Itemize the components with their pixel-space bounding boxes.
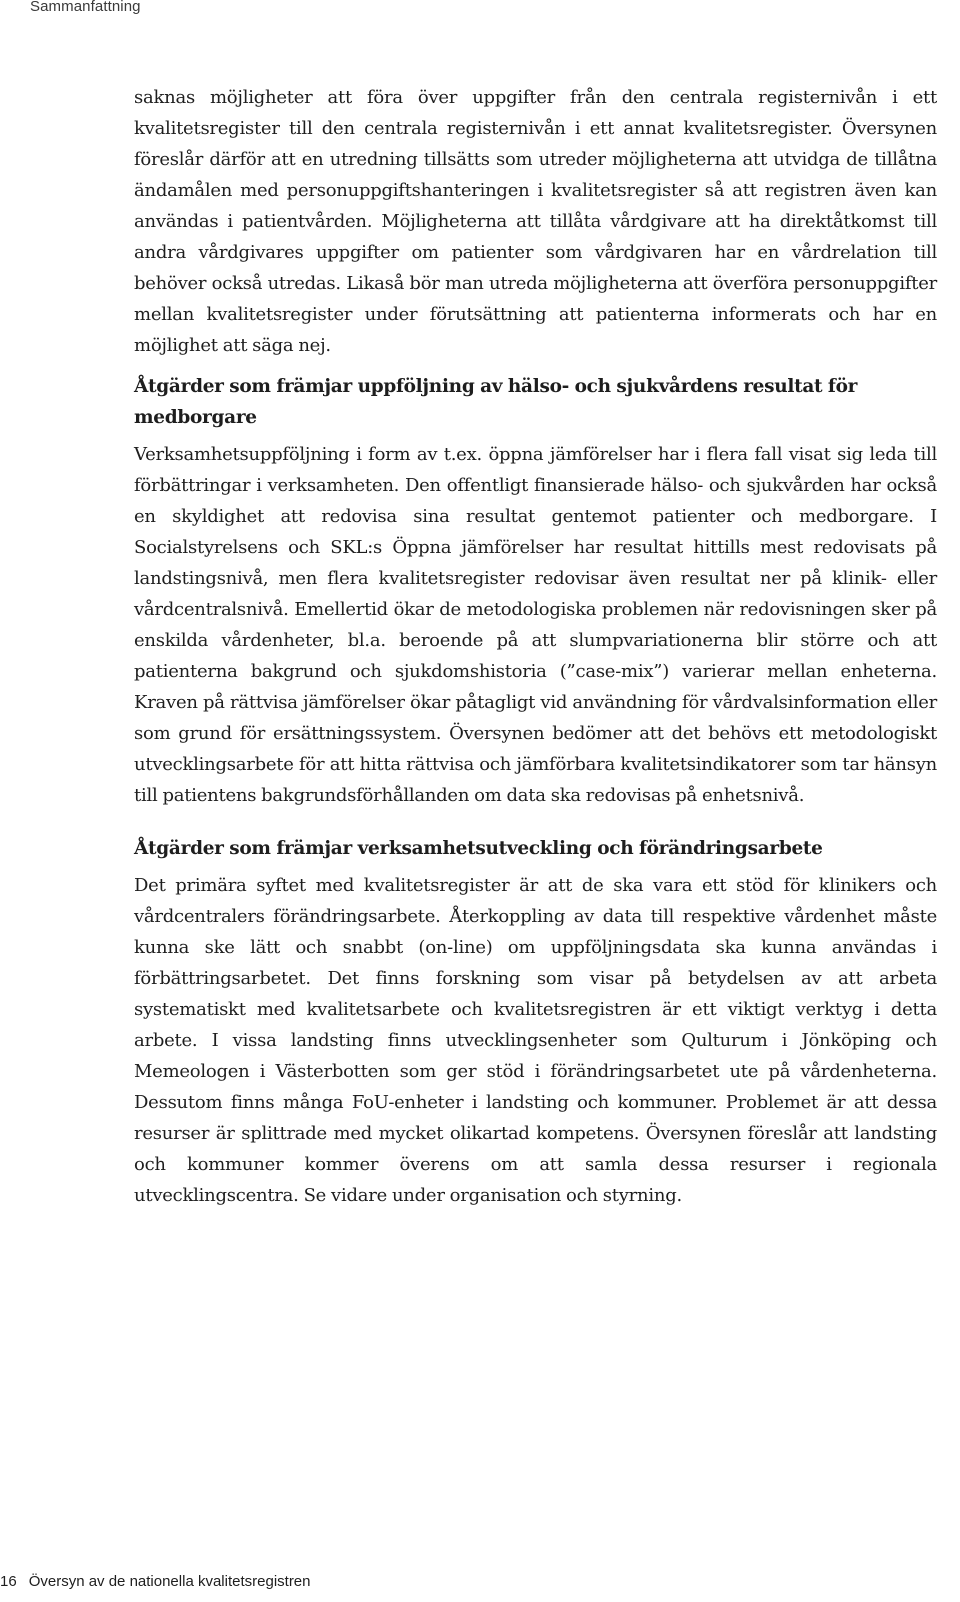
page-footer: [0, 1573, 311, 1590]
page-number: 16: [0, 1573, 17, 1590]
publication-title: Översyn av de nationella kvalitetsregistren: [28, 1573, 311, 1590]
section-heading: Åtgärder som främjar verksamhetsutveckling och förändringsarbete: [134, 838, 823, 859]
body-paragraph: saknas möjligheter att föra över uppgifter från den centrala registernivån i ett kvalitetsregister till den centrala registernivån i ett annat kvalitetsregister. Översynen föreslår därför att en utredning tillsätts som utreder möjligheterna att utvidga de tillåtna ändamålen med personuppgiftshanteringen i kvalitetsregister så att registren även kan användas i patientvården. Möjligheterna att tillåta vårdgivare att ha direktåtkomst till andra vårdgivares uppgifter om patienter som vårdgivaren har en vårdrelation till behöver också utredas. Likaså bör man utreda möjligheterna att överföra personuppgifter mellan kvalitetsregister under förutsättning att patienterna informerats och har en möjlighet att säga nej.: [134, 87, 937, 356]
body-paragraph: Det primära syftet med kvalitetsregister är att de ska vara ett stöd för klinikers och vårdcentralers förändringsarbete. Återkoppling av data till respektive vårdenhet måste kunna ske lätt och snabbt (on-line) om uppföljningsdata ska kunna användas i förbättringsarbetet. Det finns forskning som visar på betydelsen av att arbeta systematiskt med kvalitetsarbete och kvalitetsregistren är ett viktigt verktyg i detta arbete. I vissa landsting finns utvecklingsenheter som Qulturum i Jönköping och Memeologen i Västerbotten som ger stöd i förändringsarbetet ute på vårdenheterna. Dessutom finns många FoU-enheter i landsting och kommuner. Problemet är att dessa resurser är splittrade med mycket olikartad kompetens. Översynen föreslår att landsting och kommuner kommer överens om att samla dessa resurser i regionala utvecklingscentra. Se vidare under organisation och styrning.: [134, 875, 937, 1206]
running-header: Sammanfattning: [30, 0, 141, 15]
body-paragraph: Verksamhetsuppföljning i form av t.ex. öppna jämförelser har i flera fall visat sig leda till förbättringar i verksamheten. Den offentligt finansierade hälso- och sjukvården har också en skyldighet att redovisa sina resultat gentemot patienter och medborgare. I Socialstyrelsens och SKL:s Öppna jämförelser har resultat hittills mest redovisats på landstingsnivå, men flera kvalitetsregister redovisar även resultat ner på klinik- eller vårdcentralsnivå. Emellertid ökar de metodologiska problemen när redovisningen sker på enskilda vårdenheter, bl.a. beroende på att slumpvariationerna blir större och att patienterna bakgrund och sjukdomshistoria (”case-mix”) varierar mellan enheterna. Kraven på rättvisa jämförelser ökar påtagligt vid användning för vårdvalsinformation eller som grund för ersättningssystem. Översynen bedömer att det behövs ett metodologiskt utvecklingsarbete för att hitta rättvisa och jämförbara kvalitetsindikatorer som tar hänsyn till patientens bakgrundsförhållanden om data ska redovisas på enhetsnivå.: [134, 444, 937, 806]
section-heading: Åtgärder som främjar uppföljning av hälso- och sjukvårdens resultat för medborgare: [134, 376, 858, 428]
main-content: [134, 82, 937, 1211]
